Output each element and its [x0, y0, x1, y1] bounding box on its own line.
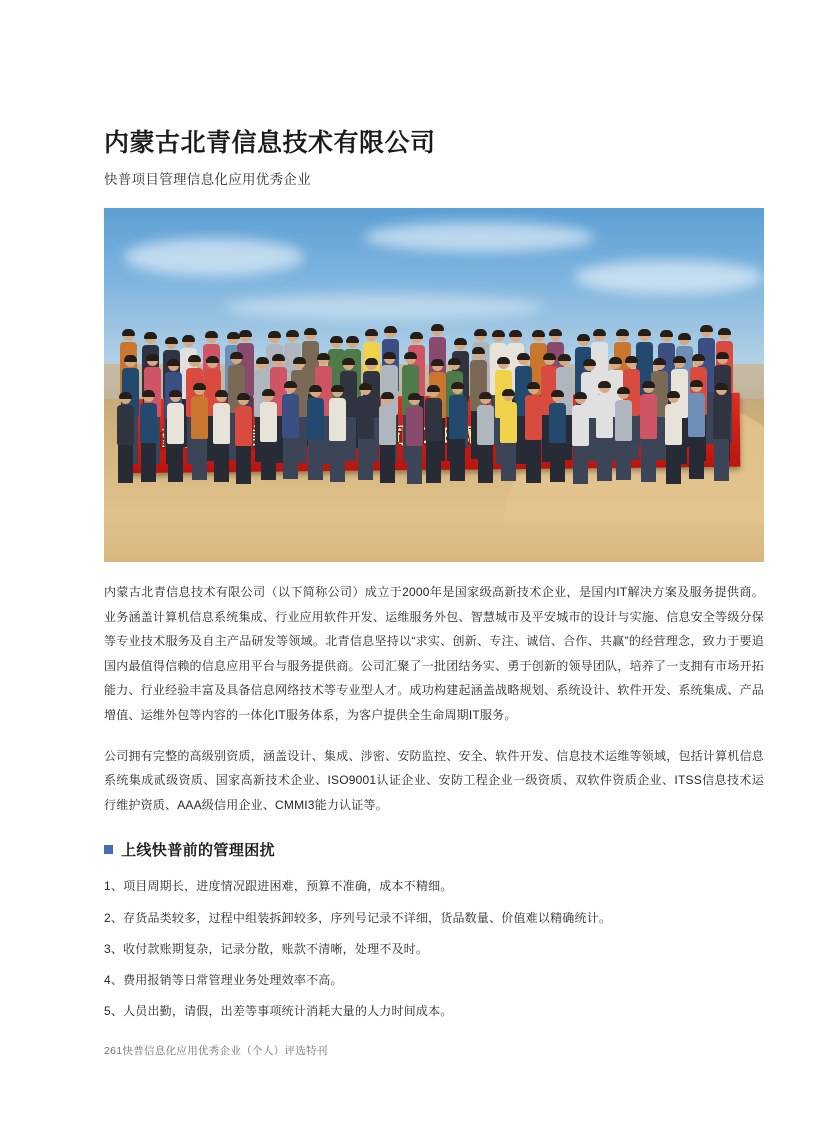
- photo-person-body: [525, 395, 542, 440]
- photo-person: [191, 384, 208, 477]
- photo-person: [167, 391, 184, 479]
- photo-person-hair: [317, 353, 330, 360]
- issue-list: [104, 874, 764, 1024]
- photo-person-hair: [182, 335, 195, 342]
- photo-person-legs: [616, 441, 631, 480]
- photo-person-body: [117, 405, 134, 445]
- photo-person-body: [549, 403, 566, 443]
- photo-person: [713, 384, 730, 478]
- photo-person-hair: [293, 357, 306, 364]
- photo-person-hair: [625, 356, 638, 363]
- photo-person-legs: [192, 439, 207, 480]
- photo-person-hair: [690, 380, 703, 387]
- photo-person-legs: [236, 446, 251, 484]
- photo-person: [477, 393, 494, 480]
- photo-person-hair: [517, 353, 530, 360]
- photo-person-legs: [501, 443, 516, 482]
- photo-person-hair: [609, 357, 622, 364]
- photo-person-hair: [383, 352, 396, 359]
- photo-person-hair: [122, 329, 135, 336]
- photo-person: [329, 386, 346, 479]
- photo-person-body: [357, 396, 374, 439]
- page-content: [104, 128, 764, 1030]
- photo-person-hair: [692, 354, 705, 361]
- photo-person: [282, 382, 299, 476]
- photo-person-body: [260, 402, 277, 442]
- photo-person: [549, 391, 566, 479]
- photo-person-hair: [667, 391, 680, 398]
- photo-person-hair: [577, 334, 590, 341]
- photo-person-legs: [308, 440, 323, 480]
- photo-person-hair: [532, 330, 545, 337]
- list-item: 5、人员出勤，请假，出差等事项统计消耗大量的人力时间成本。: [104, 1004, 453, 1019]
- photo-person-legs: [141, 443, 156, 482]
- photo-person: [596, 382, 613, 479]
- photo-person: [307, 386, 324, 477]
- photo-person-hair: [230, 352, 243, 359]
- photo-person-hair: [673, 356, 686, 363]
- photo-person: [379, 393, 396, 479]
- photo-person-body: [282, 394, 299, 437]
- photo-person-body: [379, 405, 396, 445]
- photo-person-hair: [272, 354, 285, 361]
- photo-person-hair: [716, 352, 729, 359]
- photo-crowd: [104, 286, 764, 527]
- section-heading: [104, 839, 764, 860]
- photo-person: [500, 390, 517, 478]
- photo-person-body: [140, 403, 157, 443]
- photo-person-hair: [262, 389, 275, 396]
- photo-person-body: [615, 400, 632, 441]
- photo-person-hair: [239, 330, 252, 337]
- photo-person-hair: [237, 393, 250, 400]
- photo-person-hair: [381, 392, 394, 399]
- photo-person-hair: [142, 390, 155, 397]
- photo-person-hair: [304, 328, 317, 335]
- photo-person-legs: [330, 441, 345, 482]
- photo-person-hair: [660, 330, 673, 337]
- photo-person-hair: [638, 329, 651, 336]
- photo-person-hair: [365, 329, 378, 336]
- photo-person-body: [167, 403, 184, 443]
- photo-person-body: [213, 403, 230, 443]
- photo-person-hair: [268, 331, 281, 338]
- group-photo: [104, 208, 764, 562]
- photo-person-hair: [502, 389, 515, 396]
- photo-person-legs: [597, 438, 612, 481]
- photo-person-legs: [407, 446, 422, 484]
- photo-person-hair: [700, 325, 713, 332]
- photo-person-hair: [474, 329, 487, 336]
- photo-person-hair: [365, 358, 378, 365]
- photo-person-hair: [451, 382, 464, 389]
- photo-person-hair: [543, 353, 556, 360]
- cloud-shape: [364, 222, 594, 252]
- photo-person: [572, 393, 589, 480]
- paragraph-1: 内蒙古北青信息技术有限公司（以下简称公司）成立于2000年是国家级高新技术企业，是国内IT解决方案及服务提供商。业务涵盖计算机信息系统集成、行业应用软件开发、运维服务外包、智慧城市及平安城市的设计与实施、信息安全等级分保等专业技术服务及自主产品研发等领域。北青信息坚持以“求实、创新、专注、诚信、合作、共赢”的经营理念，致力于要追国内最值得信赖的信息应用平台与服务提供商。公司汇聚了一批团结务实、勇于创新的领导团队，培养了一支拥有市场开拓能力、行业经验丰富及具备信息网络技术等专业型人才。成功构建起涵盖战略规划、系统设计、软件开发、系统集成、产品增值、运维外包等内容的一体化IT服务体系，为客户提供全生命周期IT服务。: [104, 585, 764, 722]
- photo-person-hair: [404, 352, 417, 359]
- photo-person-body: [500, 402, 517, 442]
- photo-person-hair: [286, 330, 299, 337]
- photo-person: [425, 386, 442, 481]
- photo-person-legs: [380, 445, 395, 483]
- photo-person-hair: [408, 393, 421, 400]
- photo-person: [117, 393, 134, 480]
- photo-person: [449, 383, 466, 479]
- photo-person-hair: [144, 332, 157, 339]
- photo-person-hair: [359, 383, 372, 390]
- photo-person-hair: [642, 381, 655, 388]
- photo-person-hair: [427, 385, 440, 392]
- page-subtitle: 快普项目管理信息化应用优秀企业: [104, 172, 311, 187]
- section-marker-icon: [104, 845, 113, 854]
- photo-person-hair: [598, 381, 611, 388]
- photo-person: [140, 391, 157, 479]
- photo-person-legs: [689, 437, 704, 479]
- page-title: 内蒙古北青信息技术有限公司: [104, 129, 436, 157]
- photo-person-hair: [146, 354, 159, 361]
- photo-person-hair: [346, 336, 359, 343]
- photo-person-legs: [450, 439, 465, 481]
- photo-person-hair: [206, 356, 219, 363]
- page-footer: 261快普信息化应用优秀企业（个人）评选特刊: [104, 1045, 328, 1057]
- photo-person-body: [191, 396, 208, 439]
- photo-person: [688, 381, 705, 476]
- photo-person: [406, 394, 423, 481]
- photo-person-hair: [718, 328, 731, 335]
- photo-person-hair: [119, 392, 132, 399]
- photo-person-body: [713, 396, 730, 439]
- photo-person-hair: [583, 359, 596, 366]
- photo-person: [640, 382, 657, 479]
- photo-person-legs: [666, 445, 681, 484]
- photo-person-hair: [492, 330, 505, 337]
- photo-person-body: [307, 398, 324, 440]
- photo-person-hair: [574, 392, 587, 399]
- photo-person-hair: [715, 383, 728, 390]
- photo-person-hair: [215, 390, 228, 397]
- photo-person-hair: [448, 358, 461, 365]
- photo-person: [235, 394, 252, 481]
- photo-person-hair: [593, 329, 606, 336]
- photo-person-hair: [165, 337, 178, 344]
- photo-person-legs: [214, 444, 229, 483]
- photo-person-legs: [573, 446, 588, 484]
- photo-person-hair: [256, 357, 269, 364]
- photo-person-body: [665, 404, 682, 444]
- photo-person: [213, 391, 230, 479]
- photo-person-hair: [188, 355, 201, 362]
- list-item: 3、收付款账期复杂，记录分散，账款不清晰，处理不及时。: [104, 941, 429, 956]
- section-title: 上线快普前的管理困扰: [121, 842, 276, 860]
- photo-person: [525, 383, 542, 480]
- photo-person-hair: [472, 347, 485, 354]
- list-item: 4、费用报销等日常管理业务处理效率不高。: [104, 972, 343, 987]
- photo-person-hair: [497, 357, 510, 364]
- photo-person-hair: [616, 329, 629, 336]
- photo-person-legs: [426, 441, 441, 483]
- photo-person-hair: [309, 385, 322, 392]
- photo-person-body: [572, 405, 589, 445]
- photo-person-body: [329, 398, 346, 441]
- photo-person-body: [640, 394, 657, 439]
- photo-person: [357, 384, 374, 477]
- photo-person-legs: [261, 442, 276, 480]
- photo-person-body: [406, 406, 423, 446]
- photo-person-hair: [551, 390, 564, 397]
- photo-person-hair: [193, 383, 206, 390]
- photo-person-body: [688, 393, 705, 437]
- photo-person: [615, 388, 632, 477]
- photo-person-legs: [641, 439, 656, 482]
- photo-person-hair: [527, 382, 540, 389]
- photo-person-hair: [617, 387, 630, 394]
- photo-person-legs: [168, 444, 183, 483]
- photo-person-legs: [358, 439, 373, 480]
- photo-person-body: [449, 395, 466, 439]
- photo-person-body: [235, 406, 252, 446]
- photo-person-body: [477, 405, 494, 445]
- photo-person-hair: [384, 326, 397, 333]
- cloud-shape: [124, 238, 304, 276]
- photo-person-hair: [331, 385, 344, 392]
- photo-person: [665, 392, 682, 480]
- photo-person-legs: [118, 445, 133, 483]
- photo-person-legs: [478, 445, 493, 483]
- photo-person-hair: [284, 381, 297, 388]
- photo-person-hair: [678, 333, 691, 340]
- photo-person-hair: [205, 331, 218, 338]
- photo-person-legs: [283, 438, 298, 480]
- photo-person-hair: [167, 359, 180, 366]
- photo-person-body: [596, 394, 613, 439]
- list-item: 2、存货品类较多，过程中组装拆卸较多，序列号记录不详细，货品数量、价值难以精确统计。: [104, 910, 612, 925]
- photo-person-hair: [509, 330, 522, 337]
- photo-person-hair: [330, 336, 343, 343]
- photo-person-hair: [479, 392, 492, 399]
- photo-person-hair: [558, 354, 571, 361]
- photo-person-hair: [549, 329, 562, 336]
- photo-person-hair: [431, 324, 444, 331]
- paragraph-2: 公司拥有完整的高级别资质，涵盖设计、集成、涉密、安防监控、安全、软件开发、信息技术运维等领域，包括计算机信息系统集成贰级资质、国家高新技术企业、ISO9001认证企业、安防工程企业一级资质、双软件资质企业、ITSS信息技术运行维护资质、AAA级信用企业、CMMI3能力认证等。: [104, 748, 764, 812]
- photo-person: [260, 390, 277, 477]
- photo-person-legs: [526, 440, 541, 483]
- photo-person-hair: [410, 332, 423, 339]
- photo-person-hair: [431, 359, 444, 366]
- photo-person-legs: [550, 443, 565, 482]
- photo-person-legs: [714, 439, 729, 481]
- photo-person-hair: [169, 390, 182, 397]
- photo-person-hair: [342, 358, 355, 365]
- list-item: 1、项目周期长，进度情况跟进困难，预算不准确，成本不精细。: [104, 879, 453, 894]
- photo-person-hair: [454, 338, 467, 345]
- photo-person-hair: [653, 358, 666, 365]
- photo-person-body: [425, 398, 442, 442]
- body-text: [104, 580, 764, 817]
- photo-person-hair: [124, 355, 137, 362]
